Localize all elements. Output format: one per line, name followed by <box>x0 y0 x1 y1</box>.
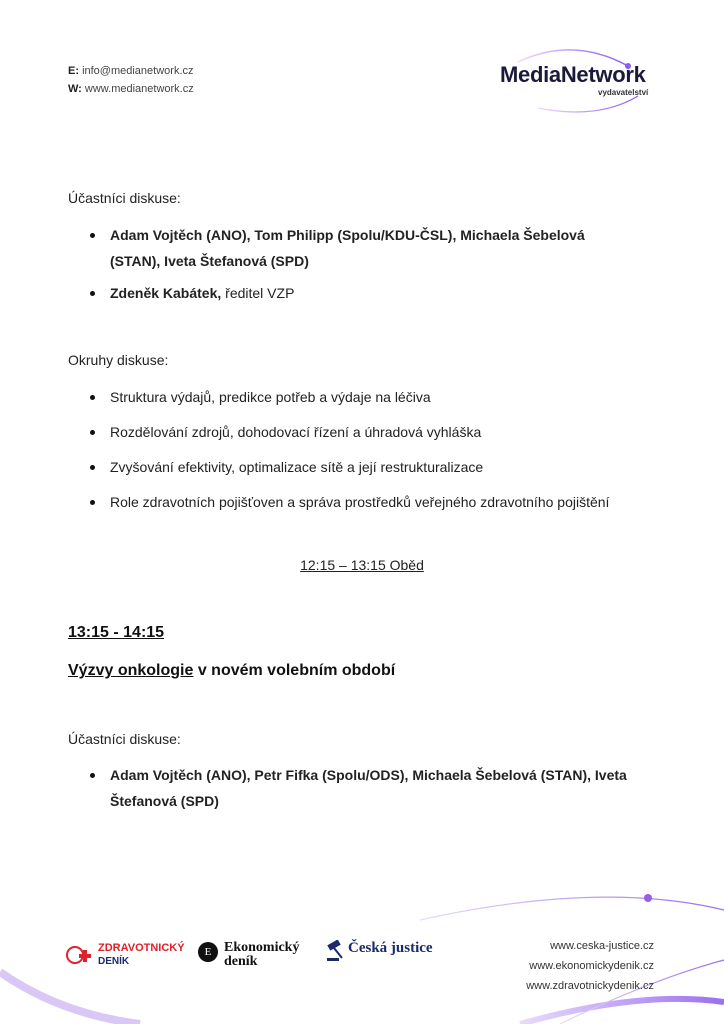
gavel-icon <box>326 940 346 962</box>
list-item: Struktura výdajů, predikce potřeb a výdaje na léčiva <box>68 384 688 410</box>
participants-label: Účastníci diskuse: <box>68 190 181 206</box>
email-link[interactable]: info@medianetwork.cz <box>82 65 194 77</box>
session-title-rest: v novém volebním období <box>193 662 396 679</box>
logo-text: MediaNetwork <box>500 62 646 87</box>
brand-line-2: DENÍK <box>98 956 130 967</box>
participants-list <box>68 762 688 814</box>
web-label: W: <box>68 83 82 95</box>
list-item: Adam Vojtěch (ANO), Tom Philipp (Spolu/KDU-ČSL), Michaela Šebelová (STAN), Iveta Štefanová (SPD) <box>68 222 668 274</box>
brand-line-2: deník <box>224 954 258 969</box>
list-item: Zdeněk Kabátek, ředitel VZP <box>68 280 668 306</box>
footer-link[interactable]: www.ceska-justice.cz <box>550 940 654 952</box>
topics-list <box>68 384 688 515</box>
logo-subtitle: vydavatelství <box>598 88 649 97</box>
list-item: Adam Vojtěch (ANO), Petr Fifka (Spolu/ODS), Michaela Šebelová (STAN), Iveta Štefanová (SPD) <box>68 762 688 814</box>
footer-link[interactable]: www.ekonomickydenik.cz <box>529 960 654 972</box>
participants-list <box>68 222 668 306</box>
brand-line-1: Česká justice <box>348 940 433 956</box>
session-time: 13:15 - 14:15 <box>68 624 165 641</box>
lunch-break: 12:15 – 13:15 Oběd <box>300 557 424 573</box>
list-item: Role zdravotních pojišťoven a správa prostředků veřejného zdravotního pojištění <box>68 489 688 515</box>
brand-line-1: ZDRAVOTNICKÝ <box>98 942 185 954</box>
email-label: E: <box>68 65 79 77</box>
session-title-underlined: Výzvy onkologie <box>68 662 194 679</box>
web-link[interactable]: www.medianetwork.cz <box>84 83 194 95</box>
participants-label: Účastníci diskuse: <box>68 731 181 747</box>
list-item: Zvyšování efektivity, optimalizace sítě a její restrukturalizace <box>68 454 688 480</box>
list-item: Rozdělování zdrojů, dohodovací řízení a úhradová vyhláška <box>68 419 688 445</box>
session-title <box>68 662 395 680</box>
topics-label: Okruhy diskuse: <box>68 352 169 368</box>
heart-plus-icon <box>66 942 98 968</box>
e-letter-icon: E <box>198 942 218 962</box>
contact-info <box>68 62 194 98</box>
footer-link[interactable]: www.zdravotnickydenik.cz <box>526 980 654 992</box>
brand-line-1: Ekonomický <box>224 940 300 955</box>
footer-links <box>526 936 654 996</box>
